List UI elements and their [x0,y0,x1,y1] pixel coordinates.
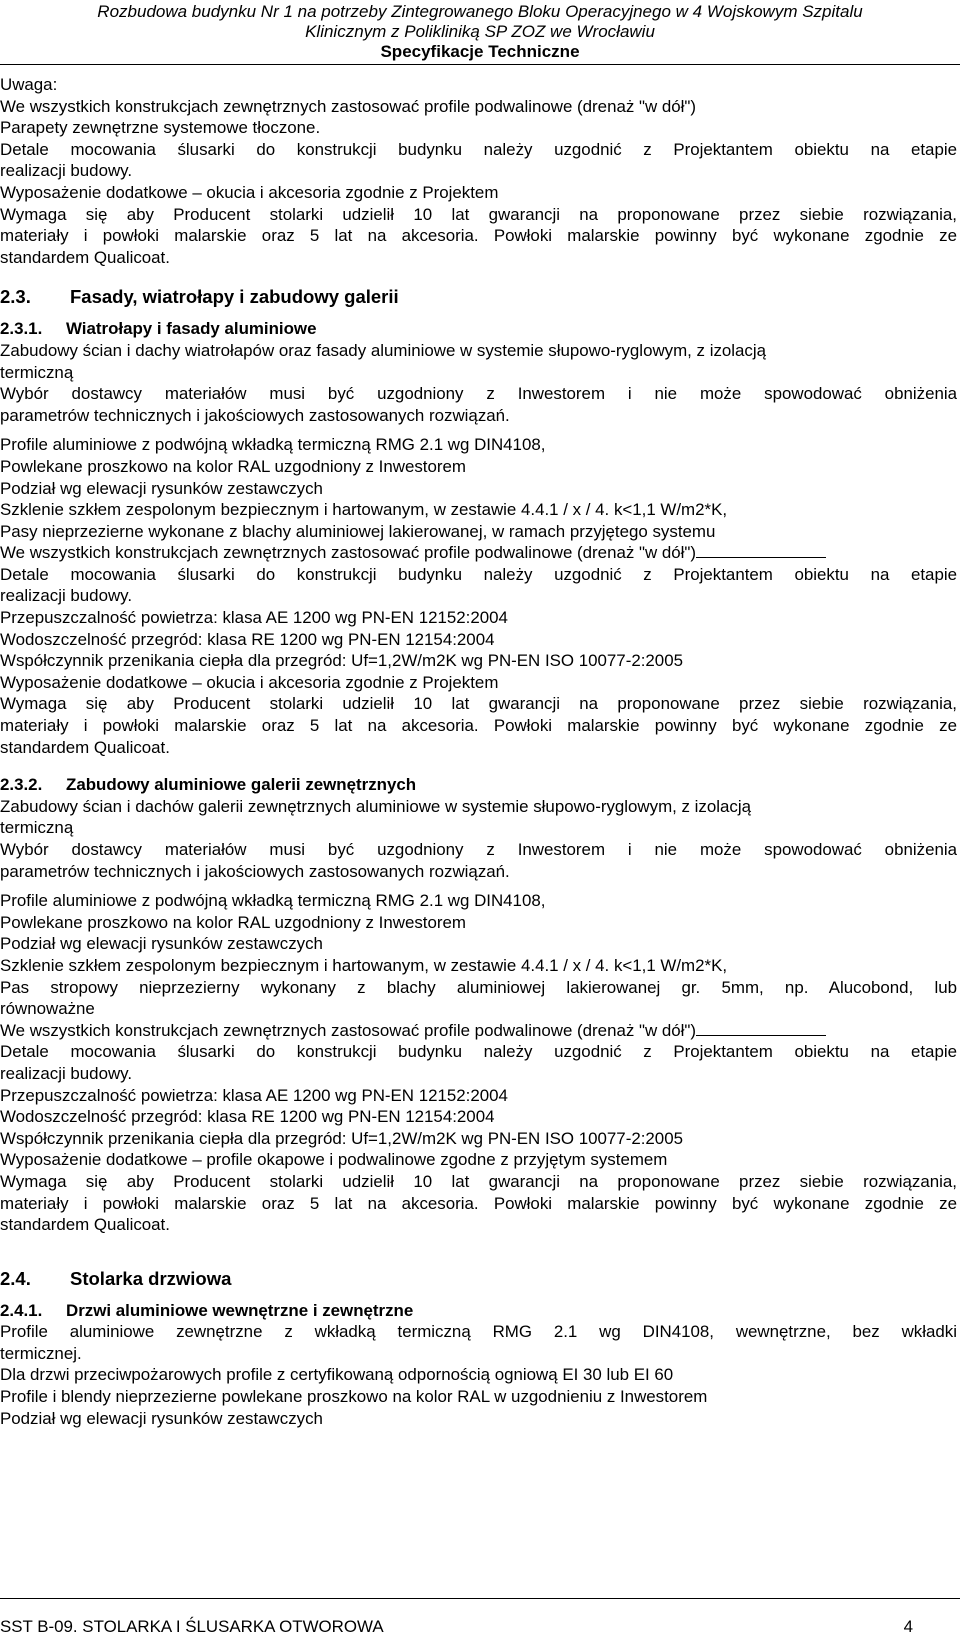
body-line: Profile aluminiowe z podwójną wkładką termiczną RMG 2.1 wg DIN4108, [0,891,546,911]
footer-document-code: SST B-09. STOLARKA I ŚLUSARKA OTWOROWA [0,1617,384,1636]
body-line: parametrów technicznych i jakościowych zastosowanych rozwiązań. [0,405,510,425]
intro-line: realizacji budowy. [0,161,133,181]
section-heading-2-4 [0,1266,957,1292]
body-line: Wymaga się aby Producent stolarki udzielił 10 lat gwarancji na proponowane przez siebie rozwiązania, [0,1171,957,1191]
body-line: Wodoszczelność przegród: klasa RE 1200 wg PN-EN 12154:2004 [0,1107,495,1127]
body-line: standardem Qualicoat. [0,1215,170,1235]
body-line: Detale mocowania ślusarki do konstrukcji budynku należy uzgodnić z Projektantem obiektu na etapie [0,1042,957,1062]
section-number: 2.4. [0,1267,31,1289]
body-line: Wodoszczelność przegród: klasa RE 1200 wg PN-EN 12154:2004 [0,629,495,649]
intro-line: Wymaga się aby Producent stolarki udzielił 10 lat gwarancji na proponowane przez siebie rozwiązania, [0,204,957,224]
body-line: Detale mocowania ślusarki do konstrukcji budynku należy uzgodnić z Projektantem obiektu na etapie [0,564,957,584]
header-title-line1: Rozbudowa budynku Nr 1 na potrzeby Zintegrowanego Bloku Operacyjnego w 4 Wojskowym Szpitalu [97,2,863,21]
section-number: 2.3.2. [0,775,43,795]
body-line: Pasy nieprzezierne wykonane z blachy aluminiowej lakierowanej, w ramach przyjętego systemu [0,521,716,541]
section-heading-2-3 [0,284,957,310]
body-line: Zabudowy ścian i dachów galerii zewnętrznych aluminiowe w systemie słupowo-ryglowym, z izolacją [0,796,751,816]
section-heading-2-4-1 [0,1300,957,1322]
intro-line: materiały i powłoki malarskie oraz 5 lat na akcesoria. Powłoki malarskie powinny być wykonane zgodnie ze [0,226,957,246]
underline-fill [696,543,826,558]
body-line: Wymaga się aby Producent stolarki udzielił 10 lat gwarancji na proponowane przez siebie rozwiązania, [0,694,957,714]
body-line: termicznej. [0,1343,82,1363]
body-line: Pas stropowy nieprzezierny wykonany z blachy aluminiowej lakierowanej gr. 5mm, np. Alucobond, lub [0,977,957,997]
section-title: Wiatrołapy i fasady aluminiowe [66,319,317,339]
underline-fill [696,1021,826,1036]
body-line: termiczną [0,818,74,838]
section-title: Zabudowy aluminiowe galerii zewnętrznych [66,775,417,795]
body-line: Podział wg elewacji rysunków zestawczych [0,478,323,498]
header-divider [0,64,960,65]
body-line: równoważne [0,999,95,1019]
body-text: We wszystkich konstrukcjach zewnętrznych zastosować profile podwalinowe (drenaż "w dół") [0,1020,697,1040]
body-line: materiały i powłoki malarskie oraz 5 lat na akcesoria. Powłoki malarskie powinny być wykonane zgodnie ze [0,716,957,736]
body-line: Szklenie szkłem zespolonym bezpiecznym i hartowanym, w zestawie 4.4.1 / x / 4. k<1,1 W/m2*K, [0,955,728,975]
page-footer [0,1616,957,1638]
body-text: We wszystkich konstrukcjach zewnętrznych zastosować profile podwalinowe (drenaż "w dół") [0,543,697,563]
body-line: Wyposażenie dodatkowe – okucia i akcesoria zgodnie z Projektem [0,672,499,692]
note-label: Uwaga: [0,75,58,94]
section-number: 2.3. [0,286,31,308]
body-line: Powlekane proszkowo na kolor RAL uzgodniony z Inwestorem [0,456,466,476]
body-line: Współczynnik przenikania ciepła dla przegród: Uf=1,2W/m2K wg PN-EN ISO 10077-2:2005 [0,1128,683,1148]
section-number: 2.3.1. [0,319,43,339]
body-line: Zabudowy ścian i dachy wiatrołapów oraz fasady aluminiowe w systemie słupowo-ryglowym, z izolacją [0,340,767,360]
intro-line: Wyposażenie dodatkowe – okucia i akcesoria zgodnie z Projektem [0,182,499,202]
section-number: 2.4.1. [0,1300,43,1320]
section-title: Drzwi aluminiowe wewnętrzne i zewnętrzne [66,1300,414,1320]
body-line: Wybór dostawcy materiałów musi być uzgodniony z Inwestorem i nie może spowodować obniżenia [0,384,957,404]
body-line-underlined [0,1020,957,1042]
body-line: Powlekane proszkowo na kolor RAL uzgodniony z Inwestorem [0,912,466,932]
body-line: Wybór dostawcy materiałów musi być uzgodniony z Inwestorem i nie może spowodować obniżenia [0,840,957,859]
intro-line: Detale mocowania ślusarki do konstrukcji budynku należy uzgodnić z Projektantem obiektu na etapie [0,139,957,159]
intro-line: standardem Qualicoat. [0,247,170,267]
intro-line: Parapety zewnętrzne systemowe tłoczone. [0,118,321,138]
body-line: Współczynnik przenikania ciepła dla przegród: Uf=1,2W/m2K wg PN-EN ISO 10077-2:2005 [0,651,683,671]
body-line: Przepuszczalność powietrza: klasa AE 1200 wg PN-EN 12152:2004 [0,608,508,628]
body-line: parametrów technicznych i jakościowych zastosowanych rozwiązań. [0,861,510,881]
page-header [0,2,960,62]
body-line: Podział wg elewacji rysunków zestawczych [0,934,323,954]
body-line: termiczną [0,362,74,382]
body-line: realizacji budowy. [0,586,133,606]
section-title: Fasady, wiatrołapy i zabudowy galerii [70,286,399,308]
body-line: Profile i blendy nieprzezierne powlekane proszkowo na kolor RAL w uzgodnieniu z Inwestorem [0,1387,708,1407]
body-line: realizacji budowy. [0,1063,133,1083]
page-number: 4 [903,1617,913,1636]
section-heading-2-3-2 [0,774,957,796]
section-title: Stolarka drzwiowa [70,1267,232,1289]
body-line: Profile aluminiowe zewnętrzne z wkładką termiczną RMG 2.1 wg DIN4108, wewnętrzne, bez wkładki [0,1322,957,1342]
intro-line: We wszystkich konstrukcjach zewnętrznych zastosować profile podwalinowe (drenaż "w dół") [0,96,697,116]
header-title-line2: Klinicznym z Polikliniką SP ZOZ we Wrocławiu [305,22,655,41]
footer-divider [0,1598,960,1599]
body-line: Szklenie szkłem zespolonym bezpiecznym i hartowanym, w zestawie 4.4.1 / x / 4. k<1,1 W/m2*K, [0,500,728,520]
body-line: Profile aluminiowe z podwójną wkładką termiczną RMG 2.1 wg DIN4108, [0,435,546,455]
body-line: standardem Qualicoat. [0,737,170,757]
body-line: Dla drzwi przeciwpożarowych profile z certyfikowaną odpornością ogniową EI 30 lub EI 60 [0,1365,674,1385]
body-line: Wyposażenie dodatkowe – profile okapowe i podwalinowe zgodne z przyjętym systemem [0,1150,668,1170]
body-line-underlined [0,542,957,564]
header-subtitle: Specyfikacje Techniczne [380,42,580,61]
body-line: Przepuszczalność powietrza: klasa AE 1200 wg PN-EN 12152:2004 [0,1085,508,1105]
body-line: Podział wg elewacji rysunków zestawczych [0,1408,323,1428]
document-body [0,66,957,1429]
body-line: materiały i powłoki malarskie oraz 5 lat na akcesoria. Powłoki malarskie powinny być wykonane zgodnie ze [0,1193,957,1213]
section-heading-2-3-1 [0,318,957,340]
